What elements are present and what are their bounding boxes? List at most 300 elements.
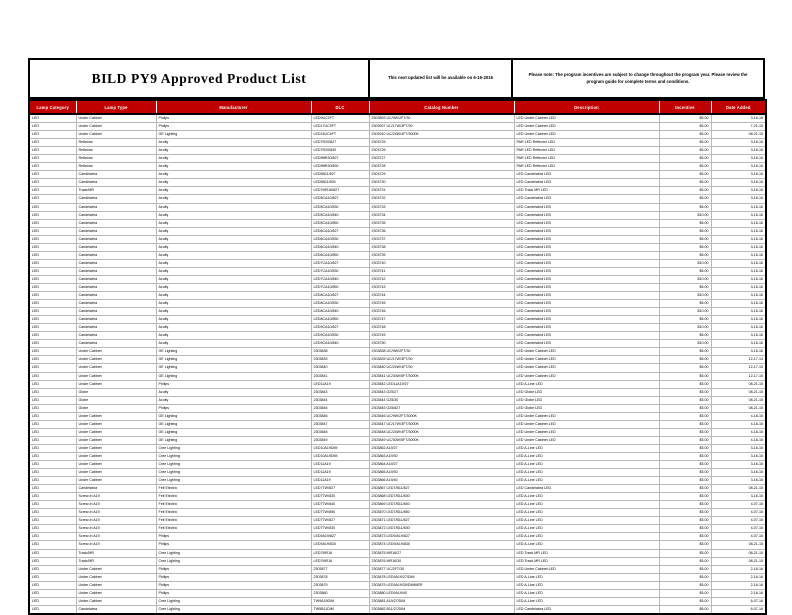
cell-lamp-category[interactable]: LED	[29, 308, 76, 316]
cell-date-added[interactable]: 3-16-16	[711, 340, 766, 348]
cell-date-added[interactable]: 3-16-16	[711, 267, 766, 275]
cell-lamp-type[interactable]: Candelabra	[76, 308, 156, 316]
cell-lamp-category[interactable]: LED	[29, 187, 76, 195]
cell-dlc[interactable]: LED8CA10/830	[311, 300, 369, 308]
cell-dlc[interactable]: LED7CA10/827	[311, 259, 369, 267]
cell-lamp-category[interactable]: LED	[29, 589, 76, 597]
cell-lamp-type[interactable]: Candelabra	[76, 235, 156, 243]
cell-catalog-number[interactable]: 2303864 A19/27	[369, 461, 514, 469]
table-row[interactable]	[29, 412, 766, 420]
cell-catalog-number[interactable]: 2303731	[369, 187, 514, 195]
cell-description[interactable]: LED Candelabra LED	[514, 267, 659, 275]
cell-description[interactable]: LED Candelabra LED	[514, 605, 659, 614]
cell-description[interactable]: LED Under Cabinet LED	[514, 420, 659, 428]
cell-date-added[interactable]: 12-17-15	[711, 372, 766, 380]
cell-lamp-type[interactable]: Candelabra	[76, 211, 156, 219]
cell-incentive[interactable]: $10.00	[659, 340, 711, 348]
cell-incentive[interactable]: $5.00	[659, 428, 711, 436]
cell-incentive[interactable]: $5.00	[659, 605, 711, 614]
cell-incentive[interactable]: $5.00	[659, 219, 711, 227]
cell-incentive[interactable]: $5.00	[659, 501, 711, 509]
cell-dlc[interactable]: LED9CA10/827	[311, 324, 369, 332]
cell-incentive[interactable]: $5.00	[659, 509, 711, 517]
cell-manufacturer[interactable]: Philips	[156, 380, 311, 388]
cell-catalog-number[interactable]: 2303732	[369, 195, 514, 203]
cell-lamp-category[interactable]: LED	[29, 372, 76, 380]
cell-lamp-type[interactable]: Under Cabinet	[76, 123, 156, 131]
cell-incentive[interactable]: $5.00	[659, 227, 711, 235]
cell-manufacturer[interactable]: Philips	[156, 533, 311, 541]
cell-lamp-type[interactable]: Candelabra	[76, 316, 156, 324]
cell-lamp-category[interactable]: LED	[29, 573, 76, 581]
cell-dlc[interactable]: 2303844	[311, 396, 369, 404]
cell-catalog-number[interactable]: 2303877 UC/2FT/30	[369, 565, 514, 573]
cell-catalog-number[interactable]: 2303741	[369, 267, 514, 275]
cell-lamp-category[interactable]: LED	[29, 477, 76, 485]
cell-manufacturer[interactable]: Acuity	[156, 292, 311, 300]
cell-manufacturer[interactable]: Cree Lighting	[156, 469, 311, 477]
cell-date-added[interactable]: 3-16-16	[711, 243, 766, 251]
table-row[interactable]	[29, 493, 766, 501]
cell-manufacturer[interactable]: Acuity	[156, 388, 311, 396]
table-row[interactable]	[29, 364, 766, 372]
cell-description[interactable]: LED A-Line LED	[514, 509, 659, 517]
table-row[interactable]	[29, 444, 766, 452]
cell-lamp-type[interactable]: Candelabra	[76, 332, 156, 340]
cell-lamp-category[interactable]: LED	[29, 163, 76, 171]
table-row[interactable]	[29, 428, 766, 436]
cell-manufacturer[interactable]: GE Lighting	[156, 372, 311, 380]
cell-date-added[interactable]: 4-07-16	[711, 533, 766, 541]
cell-date-added[interactable]: 3-16-16	[711, 171, 766, 179]
cell-dlc[interactable]: LED6CA10/827	[311, 227, 369, 235]
cell-catalog-number[interactable]: 2303744	[369, 292, 514, 300]
cell-catalog-number[interactable]: 2303871 LED7/B11/827	[369, 517, 514, 525]
cell-catalog-number[interactable]: 2303734	[369, 211, 514, 219]
column-header-description[interactable]: Description	[514, 100, 659, 114]
cell-catalog-number[interactable]: 2303846 UC/9W/2FT/3000K	[369, 412, 514, 420]
cell-lamp-type[interactable]: Candelabra	[76, 300, 156, 308]
table-row[interactable]	[29, 565, 766, 573]
cell-description[interactable]: LED A-Line LED	[514, 541, 659, 549]
cell-date-added[interactable]: 12-17-15	[711, 364, 766, 372]
cell-dlc[interactable]: LED8CA10/840	[311, 308, 369, 316]
cell-lamp-type[interactable]: Candelabra	[76, 324, 156, 332]
cell-catalog-number[interactable]: 2303743	[369, 283, 514, 291]
cell-catalog-number[interactable]: 2303738	[369, 243, 514, 251]
cell-lamp-type[interactable]: Screw-in A19	[76, 525, 156, 533]
cell-lamp-category[interactable]: LED	[29, 557, 76, 565]
cell-manufacturer[interactable]: Feit Electric	[156, 485, 311, 493]
cell-lamp-type[interactable]: Under Cabinet	[76, 477, 156, 485]
cell-lamp-category[interactable]: LED	[29, 340, 76, 348]
cell-manufacturer[interactable]: Cree Lighting	[156, 461, 311, 469]
cell-date-added[interactable]: 2-16-16	[711, 589, 766, 597]
cell-description[interactable]: LED A-Line LED	[514, 501, 659, 509]
cell-catalog-number[interactable]: 2303873 LED9/A19/827	[369, 533, 514, 541]
cell-catalog-number[interactable]: 2303876 MR16/30	[369, 557, 514, 565]
cell-manufacturer[interactable]: GE Lighting	[156, 348, 311, 356]
cell-manufacturer[interactable]: Acuity	[156, 308, 311, 316]
table-row[interactable]	[29, 114, 766, 123]
cell-incentive[interactable]: $5.00	[659, 461, 711, 469]
cell-date-added[interactable]: 3-16-16	[711, 348, 766, 356]
cell-manufacturer[interactable]: Cree Lighting	[156, 477, 311, 485]
cell-manufacturer[interactable]: Philips	[156, 114, 311, 123]
cell-lamp-category[interactable]: LED	[29, 364, 76, 372]
cell-lamp-type[interactable]: Globe	[76, 396, 156, 404]
cell-catalog-number[interactable]: 2303869 LED7/B11/840	[369, 501, 514, 509]
column-header-incentive[interactable]: Incentive	[659, 100, 711, 114]
cell-description[interactable]: LED Globe LED	[514, 404, 659, 412]
cell-description[interactable]: LED Under Cabinet LED	[514, 364, 659, 372]
cell-lamp-type[interactable]: Screw-in A19	[76, 541, 156, 549]
table-row[interactable]	[29, 267, 766, 275]
cell-lamp-type[interactable]: Candelabra	[76, 485, 156, 493]
cell-lamp-type[interactable]: Candelabra	[76, 259, 156, 267]
table-row[interactable]	[29, 147, 766, 155]
cell-manufacturer[interactable]: Feit Electric	[156, 525, 311, 533]
table-row[interactable]	[29, 227, 766, 235]
cell-lamp-category[interactable]: LED	[29, 324, 76, 332]
cell-catalog-number[interactable]: 2303893 UC/9W/2FT/30	[369, 114, 514, 123]
cell-dlc[interactable]: 2303847	[311, 420, 369, 428]
table-row[interactable]	[29, 477, 766, 485]
cell-manufacturer[interactable]: Feit Electric	[156, 517, 311, 525]
cell-incentive[interactable]: $5.00	[659, 565, 711, 573]
cell-catalog-number[interactable]: 2303880 LED9A19/40	[369, 589, 514, 597]
cell-catalog-number[interactable]: 2303727	[369, 155, 514, 163]
cell-incentive[interactable]: $5.00	[659, 332, 711, 340]
cell-manufacturer[interactable]: Feit Electric	[156, 501, 311, 509]
cell-lamp-category[interactable]: LED	[29, 541, 76, 549]
cell-lamp-category[interactable]: LED	[29, 396, 76, 404]
cell-date-added[interactable]: 08-21-15	[711, 396, 766, 404]
cell-incentive[interactable]: $10.00	[659, 308, 711, 316]
cell-description[interactable]: LED Candelabra LED	[514, 324, 659, 332]
cell-incentive[interactable]: $5.00	[659, 597, 711, 605]
cell-catalog-number[interactable]: 2303737	[369, 235, 514, 243]
cell-catalog-number[interactable]: 2303736	[369, 227, 514, 235]
cell-catalog-number[interactable]: 2303910 UC/24W/4FT/3000K	[369, 131, 514, 139]
cell-description[interactable]: LED Track MR LED	[514, 549, 659, 557]
cell-manufacturer[interactable]: Acuity	[156, 219, 311, 227]
cell-date-added[interactable]: 3-16-16	[711, 275, 766, 283]
cell-dlc[interactable]: TW5B11DIM	[311, 605, 369, 614]
cell-date-added[interactable]: 2-16-16	[711, 581, 766, 589]
cell-lamp-type[interactable]: Under Cabinet	[76, 581, 156, 589]
cell-description[interactable]: LED A-Line LED	[514, 589, 659, 597]
cell-incentive[interactable]: $5.00	[659, 469, 711, 477]
cell-description[interactable]: PAR LED Reflector LED	[514, 139, 659, 147]
table-row[interactable]	[29, 525, 766, 533]
cell-lamp-type[interactable]: Under Cabinet	[76, 364, 156, 372]
cell-date-added[interactable]: 3-16-16	[711, 493, 766, 501]
cell-incentive[interactable]: $5.00	[659, 243, 711, 251]
cell-lamp-type[interactable]: Under Cabinet	[76, 461, 156, 469]
cell-dlc[interactable]: 2303843	[311, 388, 369, 396]
cell-dlc[interactable]: LED11A19	[311, 477, 369, 485]
cell-date-added[interactable]: 3-16-16	[711, 227, 766, 235]
cell-lamp-type[interactable]: Candelabra	[76, 251, 156, 259]
cell-description[interactable]: LED Candelabra LED	[514, 283, 659, 291]
column-header-manufacturer[interactable]: Manufacturer	[156, 100, 311, 114]
cell-catalog-number[interactable]: 2303881 A19/27/DIM	[369, 597, 514, 605]
cell-description[interactable]: LED Candelabra LED	[514, 195, 659, 203]
cell-lamp-category[interactable]: LED	[29, 356, 76, 364]
cell-incentive[interactable]: $5.00	[659, 203, 711, 211]
table-row[interactable]	[29, 348, 766, 356]
cell-lamp-category[interactable]: LED	[29, 219, 76, 227]
cell-incentive[interactable]: $5.00	[659, 356, 711, 364]
cell-date-added[interactable]: 4-07-16	[711, 525, 766, 533]
cell-lamp-category[interactable]: LED	[29, 525, 76, 533]
cell-lamp-type[interactable]: Track/MR	[76, 187, 156, 195]
cell-lamp-category[interactable]: LED	[29, 565, 76, 573]
cell-manufacturer[interactable]: Philips	[156, 541, 311, 549]
cell-incentive[interactable]: $5.00	[659, 372, 711, 380]
cell-lamp-category[interactable]: LED	[29, 300, 76, 308]
cell-lamp-type[interactable]: Under Cabinet	[76, 131, 156, 139]
cell-dlc[interactable]: 2303849	[311, 436, 369, 444]
cell-lamp-type[interactable]: Candelabra	[76, 203, 156, 211]
cell-description[interactable]: LED Candelabra LED	[514, 300, 659, 308]
cell-description[interactable]: LED A-Line LED	[514, 533, 659, 541]
cell-lamp-category[interactable]: LED	[29, 485, 76, 493]
cell-lamp-type[interactable]: Reflector	[76, 139, 156, 147]
cell-date-added[interactable]: 7-21-15	[711, 123, 766, 131]
cell-catalog-number[interactable]: 2303866 A19/40	[369, 477, 514, 485]
cell-incentive[interactable]: $5.00	[659, 147, 711, 155]
cell-lamp-category[interactable]: LED	[29, 436, 76, 444]
cell-lamp-type[interactable]: Under Cabinet	[76, 469, 156, 477]
cell-manufacturer[interactable]: Acuity	[156, 259, 311, 267]
cell-lamp-category[interactable]: LED	[29, 332, 76, 340]
cell-dlc[interactable]: LED6CA10/830	[311, 235, 369, 243]
cell-lamp-category[interactable]: LED	[29, 444, 76, 452]
table-row[interactable]	[29, 235, 766, 243]
cell-lamp-type[interactable]: Screw-in A19	[76, 509, 156, 517]
cell-catalog-number[interactable]: 2303907 UC/17W/3FT/30	[369, 123, 514, 131]
table-row[interactable]	[29, 461, 766, 469]
cell-manufacturer[interactable]: Cree Lighting	[156, 444, 311, 452]
cell-catalog-number[interactable]: 2303749	[369, 332, 514, 340]
cell-dlc[interactable]: LED10A19DIM	[311, 444, 369, 452]
cell-manufacturer[interactable]: Acuity	[156, 396, 311, 404]
cell-manufacturer[interactable]: Philips	[156, 589, 311, 597]
table-row[interactable]	[29, 219, 766, 227]
cell-description[interactable]: LED A-Line LED	[514, 597, 659, 605]
cell-description[interactable]: LED A-Line LED	[514, 461, 659, 469]
cell-description[interactable]: LED Candelabra LED	[514, 292, 659, 300]
cell-incentive[interactable]: $5.00	[659, 388, 711, 396]
cell-date-added[interactable]: 08-21-15	[711, 541, 766, 549]
cell-description[interactable]: LED Candelabra LED	[514, 179, 659, 187]
cell-catalog-number[interactable]: 2303750	[369, 340, 514, 348]
column-header-lamp-type[interactable]: Lamp Type	[76, 100, 156, 114]
cell-dlc[interactable]: 2303879	[311, 581, 369, 589]
cell-catalog-number[interactable]: 2303840 UC/24W/4FT/30	[369, 364, 514, 372]
cell-catalog-number[interactable]: 2303747	[369, 316, 514, 324]
cell-description[interactable]: LED Under Cabinet LED	[514, 131, 659, 139]
cell-catalog-number[interactable]: 2303845 G25/827	[369, 404, 514, 412]
cell-date-added[interactable]: 3-16-16	[711, 114, 766, 123]
table-row[interactable]	[29, 501, 766, 509]
cell-manufacturer[interactable]: Acuity	[156, 283, 311, 291]
cell-lamp-type[interactable]: Candelabra	[76, 219, 156, 227]
cell-catalog-number[interactable]: 2303844 G25/30	[369, 396, 514, 404]
cell-manufacturer[interactable]: Acuity	[156, 300, 311, 308]
cell-incentive[interactable]: $5.00	[659, 114, 711, 123]
cell-incentive[interactable]: $5.00	[659, 348, 711, 356]
cell-lamp-type[interactable]: Under Cabinet	[76, 380, 156, 388]
table-row[interactable]	[29, 211, 766, 219]
cell-lamp-category[interactable]: LED	[29, 114, 76, 123]
cell-date-added[interactable]: 3-16-16	[711, 211, 766, 219]
cell-manufacturer[interactable]: Philips	[156, 123, 311, 131]
cell-date-added[interactable]: 08-21-15	[711, 549, 766, 557]
cell-dlc[interactable]: LED7TW/830	[311, 493, 369, 501]
cell-manufacturer[interactable]: Philips	[156, 573, 311, 581]
cell-date-added[interactable]: 4-18-16	[711, 428, 766, 436]
cell-dlc[interactable]: LED11A19	[311, 469, 369, 477]
cell-lamp-type[interactable]: Track/MR	[76, 557, 156, 565]
cell-lamp-type[interactable]: Candelabra	[76, 179, 156, 187]
cell-lamp-category[interactable]: LED	[29, 452, 76, 460]
cell-incentive[interactable]: $5.00	[659, 541, 711, 549]
table-row[interactable]	[29, 436, 766, 444]
cell-dlc[interactable]: LED8CA10/827	[311, 292, 369, 300]
cell-description[interactable]: LED A-Line LED	[514, 517, 659, 525]
cell-description[interactable]: LED Globe LED	[514, 396, 659, 404]
cell-date-added[interactable]: 3-16-16	[711, 461, 766, 469]
cell-manufacturer[interactable]: Acuity	[156, 267, 311, 275]
cell-lamp-type[interactable]: Reflector	[76, 155, 156, 163]
cell-catalog-number[interactable]: 2303874 LED9/A19/830	[369, 541, 514, 549]
cell-manufacturer[interactable]: Acuity	[156, 163, 311, 171]
cell-catalog-number[interactable]: 2303849 UC/30W/5FT/3000K	[369, 436, 514, 444]
cell-lamp-category[interactable]: LED	[29, 420, 76, 428]
cell-description[interactable]: LED Under Cabinet LED	[514, 114, 659, 123]
cell-date-added[interactable]: 08-21-15	[711, 131, 766, 139]
cell-catalog-number[interactable]: 2303878 LED9A19/27/DIM	[369, 573, 514, 581]
cell-dlc[interactable]: LED9UC2FT	[311, 114, 369, 123]
cell-manufacturer[interactable]: Feit Electric	[156, 493, 311, 501]
cell-manufacturer[interactable]: Acuity	[156, 179, 311, 187]
cell-lamp-category[interactable]: LED	[29, 428, 76, 436]
cell-description[interactable]: LED Candelabra LED	[514, 308, 659, 316]
cell-description[interactable]: LED Candelabra LED	[514, 340, 659, 348]
cell-lamp-category[interactable]: LED	[29, 517, 76, 525]
table-row[interactable]	[29, 469, 766, 477]
table-row[interactable]	[29, 605, 766, 614]
cell-lamp-category[interactable]: LED	[29, 123, 76, 131]
table-row[interactable]	[29, 195, 766, 203]
cell-incentive[interactable]: $10.00	[659, 211, 711, 219]
table-row[interactable]	[29, 275, 766, 283]
cell-manufacturer[interactable]: Acuity	[156, 139, 311, 147]
cell-manufacturer[interactable]: Acuity	[156, 155, 311, 163]
cell-lamp-type[interactable]: Screw-in A19	[76, 493, 156, 501]
cell-lamp-type[interactable]: Under Cabinet	[76, 356, 156, 364]
cell-catalog-number[interactable]: 2303726	[369, 147, 514, 155]
cell-date-added[interactable]: 2-16-16	[711, 573, 766, 581]
cell-incentive[interactable]: $5.00	[659, 163, 711, 171]
cell-description[interactable]: LED Under Cabinet LED	[514, 412, 659, 420]
cell-description[interactable]: LED A-Line LED	[514, 469, 659, 477]
cell-lamp-type[interactable]: Screw-in A19	[76, 517, 156, 525]
cell-description[interactable]: LED Under Cabinet LED	[514, 348, 659, 356]
cell-manufacturer[interactable]: Cree Lighting	[156, 557, 311, 565]
cell-catalog-number[interactable]: 2303748	[369, 324, 514, 332]
cell-date-added[interactable]: 08-21-15	[711, 388, 766, 396]
cell-description[interactable]: LED A-Line LED	[514, 452, 659, 460]
cell-description[interactable]: LED Under Cabinet LED	[514, 428, 659, 436]
cell-dlc[interactable]: LED8CA10/850	[311, 316, 369, 324]
cell-incentive[interactable]: $5.00	[659, 283, 711, 291]
table-row[interactable]	[29, 316, 766, 324]
cell-catalog-number[interactable]: 2303745	[369, 300, 514, 308]
cell-catalog-number[interactable]: 2303879 LED9A19/30/DIMMER	[369, 581, 514, 589]
cell-lamp-category[interactable]: LED	[29, 501, 76, 509]
table-row[interactable]	[29, 581, 766, 589]
cell-lamp-type[interactable]: Candelabra	[76, 275, 156, 283]
table-row[interactable]	[29, 171, 766, 179]
cell-incentive[interactable]: $5.00	[659, 533, 711, 541]
cell-catalog-number[interactable]: 2303740	[369, 259, 514, 267]
table-row[interactable]	[29, 597, 766, 605]
cell-date-added[interactable]: 3-16-16	[711, 219, 766, 227]
cell-description[interactable]: LED Candelabra LED	[514, 235, 659, 243]
cell-dlc[interactable]: LED17UC3FT	[311, 123, 369, 131]
cell-lamp-category[interactable]: LED	[29, 533, 76, 541]
cell-incentive[interactable]: $5.00	[659, 452, 711, 460]
cell-lamp-category[interactable]: LED	[29, 316, 76, 324]
cell-description[interactable]: LED Candelabra LED	[514, 259, 659, 267]
table-row[interactable]	[29, 452, 766, 460]
cell-description[interactable]: LED Candelabra LED	[514, 203, 659, 211]
cell-incentive[interactable]: $5.00	[659, 517, 711, 525]
table-row[interactable]	[29, 573, 766, 581]
cell-lamp-type[interactable]: Under Cabinet	[76, 444, 156, 452]
cell-dlc[interactable]: LED9A19/830	[311, 541, 369, 549]
cell-lamp-type[interactable]: Under Cabinet	[76, 436, 156, 444]
cell-dlc[interactable]: 2303877	[311, 565, 369, 573]
cell-dlc[interactable]: 2303880	[311, 589, 369, 597]
cell-dlc[interactable]: 2303838	[311, 348, 369, 356]
table-row[interactable]	[29, 163, 766, 171]
cell-manufacturer[interactable]: GE Lighting	[156, 436, 311, 444]
cell-dlc[interactable]: LED7MR16/827	[311, 187, 369, 195]
cell-date-added[interactable]: 3-16-16	[711, 139, 766, 147]
cell-lamp-type[interactable]: Globe	[76, 388, 156, 396]
cell-lamp-type[interactable]: Under Cabinet	[76, 428, 156, 436]
cell-incentive[interactable]: $5.00	[659, 420, 711, 428]
table-row[interactable]	[29, 332, 766, 340]
cell-lamp-type[interactable]: Candelabra	[76, 283, 156, 291]
cell-manufacturer[interactable]: Cree Lighting	[156, 452, 311, 460]
cell-lamp-type[interactable]: Under Cabinet	[76, 412, 156, 420]
table-row[interactable]	[29, 549, 766, 557]
column-header-catalog-number[interactable]: Catalog Number	[369, 100, 514, 114]
cell-incentive[interactable]: $5.00	[659, 557, 711, 565]
cell-lamp-type[interactable]: Under Cabinet	[76, 420, 156, 428]
cell-lamp-category[interactable]: LED	[29, 493, 76, 501]
cell-manufacturer[interactable]: Acuity	[156, 275, 311, 283]
cell-description[interactable]: LED A-Line LED	[514, 477, 659, 485]
cell-lamp-category[interactable]: LED	[29, 581, 76, 589]
cell-dlc[interactable]: LED5B11/827	[311, 171, 369, 179]
